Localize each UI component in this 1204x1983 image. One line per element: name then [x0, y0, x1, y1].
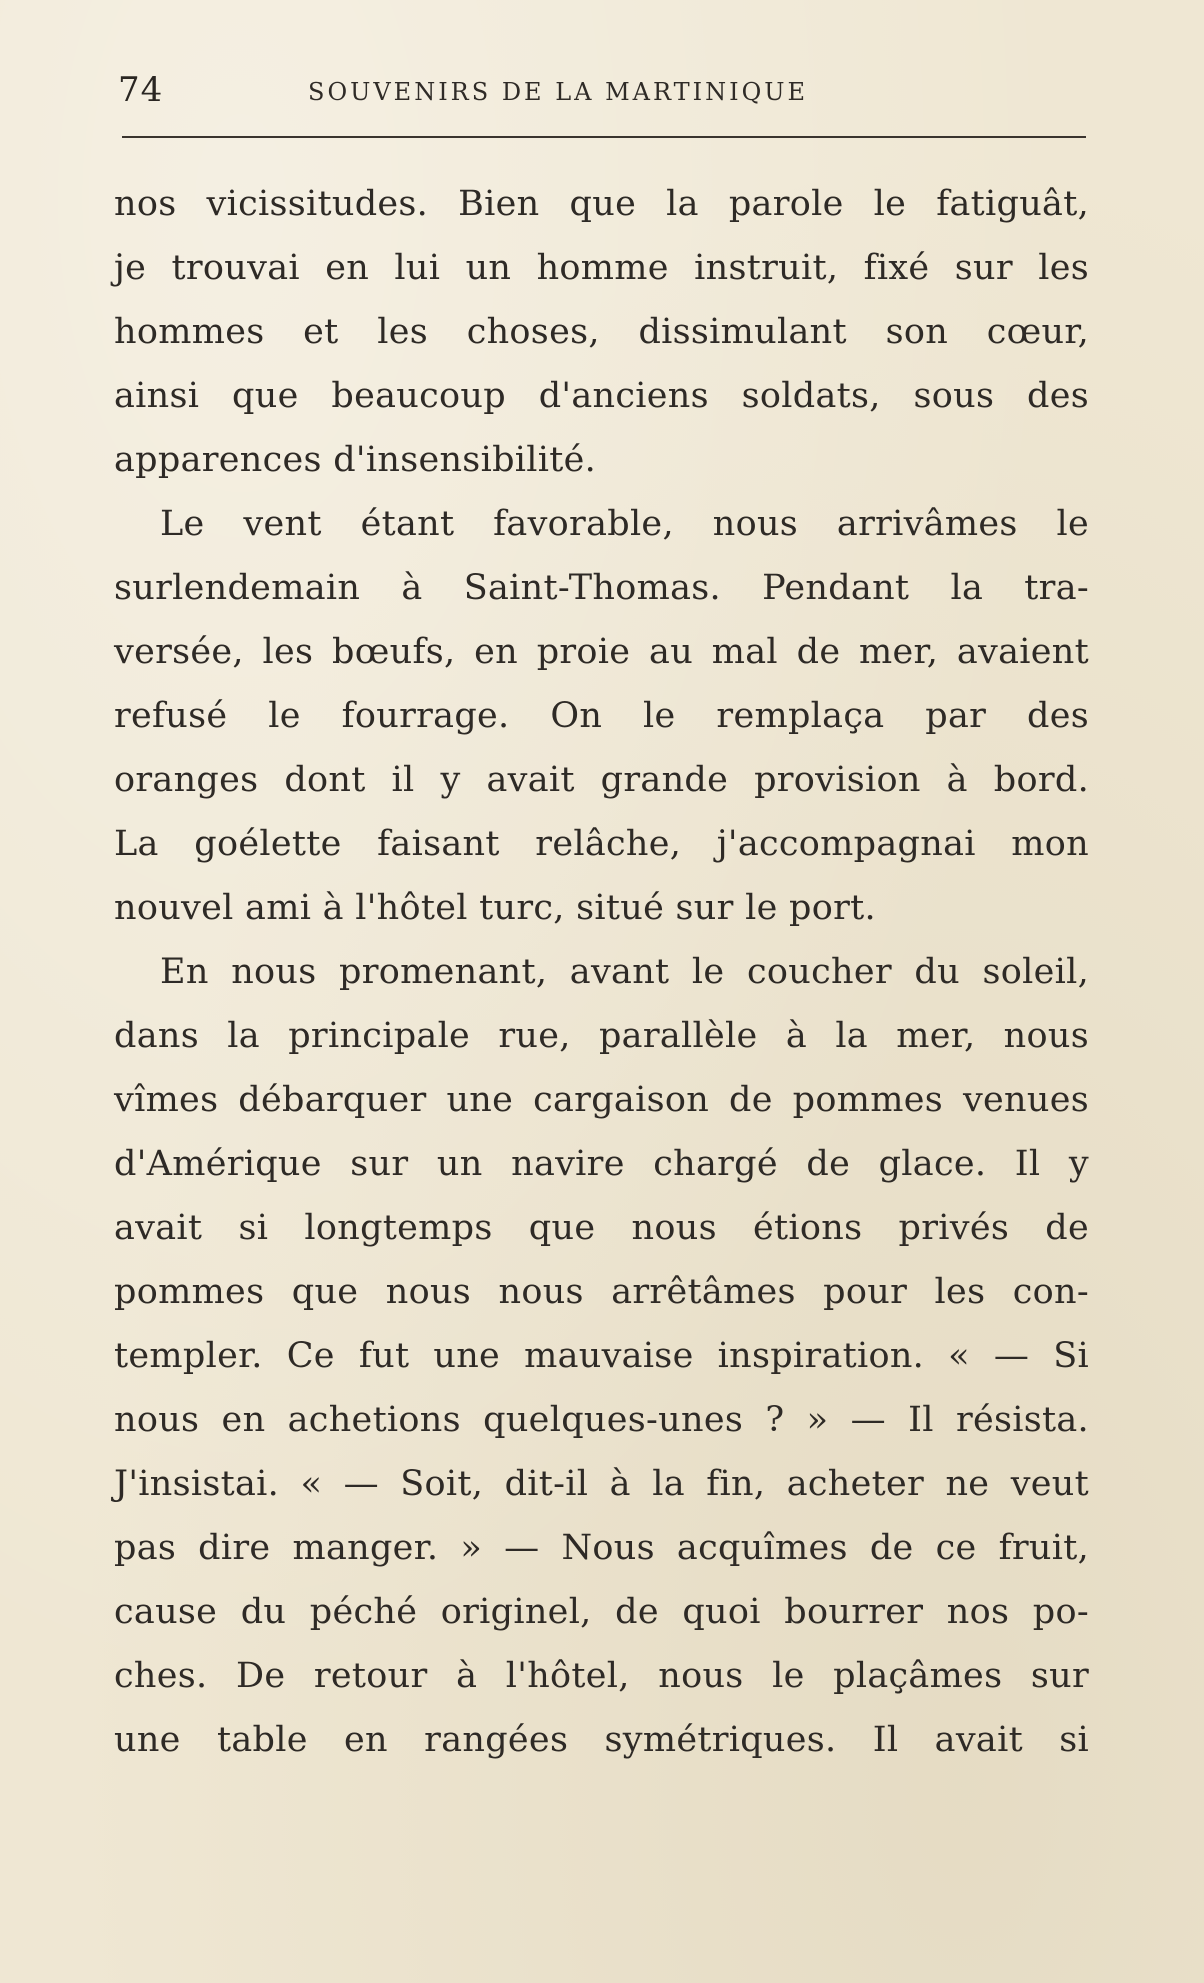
- text-line: apparences d'insensibilité.: [114, 440, 597, 480]
- text-line: J'insistai. « — Soit, dit-il à la fin, acheter ne veut: [114, 1464, 1089, 1504]
- body-text: [114, 172, 1089, 1772]
- text-line: nouvel ami à l'hôtel turc, situé sur le port.: [114, 888, 876, 928]
- page-header: [118, 70, 1088, 114]
- text-line: pommes que nous nous arrêtâmes pour les con-: [114, 1272, 1089, 1312]
- text-line: vîmes débarquer une cargaison de pommes venues: [114, 1080, 1089, 1120]
- text-line: cause du péché originel, de quoi bourrer nos po-: [114, 1592, 1089, 1632]
- text-line: une table en rangées symétriques. Il avait si: [114, 1720, 1089, 1760]
- text-line: templer. Ce fut une mauvaise inspiration. « — Si: [114, 1336, 1089, 1376]
- text-line: oranges dont il y avait grande provision à bord.: [114, 760, 1089, 800]
- text-line: dans la principale rue, parallèle à la mer, nous: [114, 1016, 1089, 1056]
- text-line: d'Amérique sur un navire chargé de glace. Il y: [114, 1144, 1089, 1184]
- text-line: nous en achetions quelques-unes ? » — Il résista.: [114, 1400, 1089, 1440]
- text-line: En nous promenant, avant le coucher du soleil,: [160, 952, 1089, 992]
- text-line: ainsi que beaucoup d'anciens soldats, sous des: [114, 376, 1089, 416]
- text-line: avait si longtemps que nous étions privés de: [114, 1208, 1089, 1248]
- header-rule: [122, 136, 1086, 138]
- text-line: ches. De retour à l'hôtel, nous le plaçâmes sur: [114, 1656, 1089, 1696]
- text-line: hommes et les choses, dissimulant son cœur,: [114, 312, 1089, 352]
- text-line: versée, les bœufs, en proie au mal de mer, avaient: [114, 632, 1089, 672]
- text-line: Le vent étant favorable, nous arrivâmes le: [160, 504, 1089, 544]
- text-line: je trouvai en lui un homme instruit, fixé sur les: [114, 248, 1089, 288]
- text-line: pas dire manger. » — Nous acquîmes de ce fruit,: [114, 1528, 1089, 1568]
- text-line: surlendemain à Saint-Thomas. Pendant la tra-: [114, 568, 1089, 608]
- text-line: nos vicissitudes. Bien que la parole le fatiguât,: [114, 184, 1089, 224]
- page-number: 74: [118, 70, 164, 110]
- running-title: SOUVENIRS DE LA MARTINIQUE: [308, 78, 809, 106]
- text-line: La goélette faisant relâche, j'accompagnai mon: [114, 824, 1089, 864]
- text-line: refusé le fourrage. On le remplaça par des: [114, 696, 1089, 736]
